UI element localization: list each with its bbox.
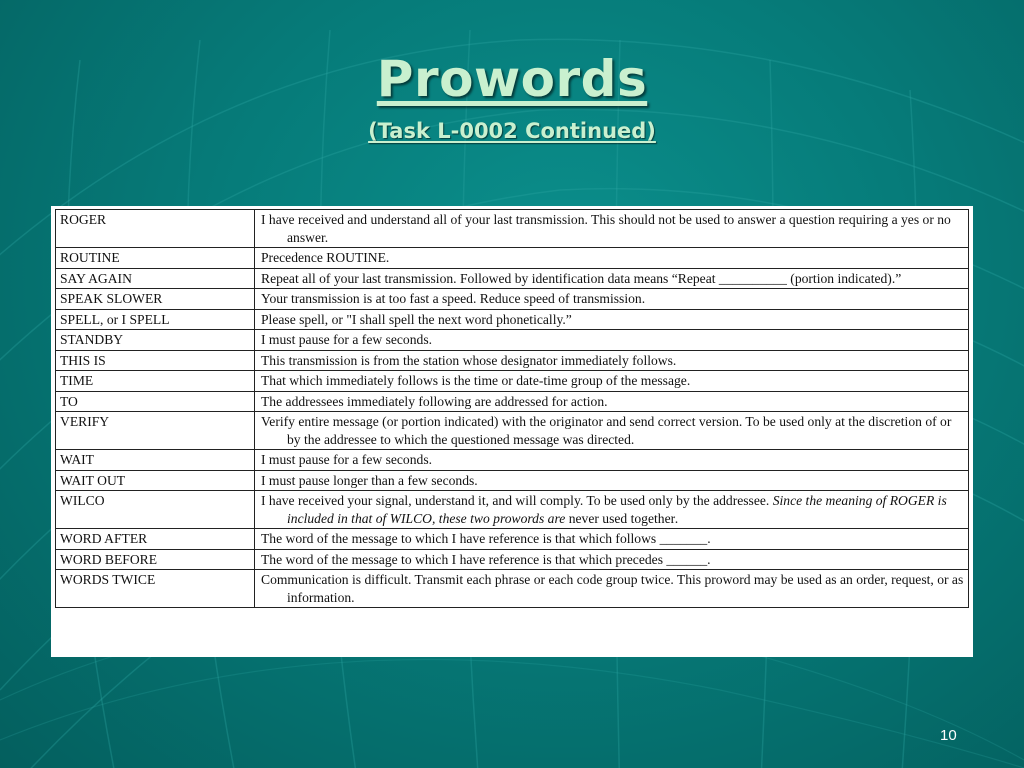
definition-note-plain: never used together [568,510,676,526]
definition-main: I must pause for a few seconds. [261,452,433,467]
definition-main: The addressees immediately following are addressed for action. [261,393,608,409]
proword-cell: ROGER [56,210,255,248]
definition-text [259,413,964,448]
table-row [56,309,969,330]
proword-cell: WORDS TWICE [56,570,255,608]
definition-cell [255,371,969,392]
table-row [56,371,969,392]
definition-text [259,211,964,246]
definition-text [259,571,964,606]
definition-main: This transmission is from the station whose designator immediately follows. [261,352,677,368]
proword-cell: WORD AFTER [56,529,255,550]
definition-main: I must pause longer than a few seconds. [261,472,478,488]
definition-text [259,372,964,390]
definition-main: The word of the message to which I have reference is that which follows _______. [261,531,711,546]
definition-cell [255,470,969,491]
definition-main: I have received and understand all of your last transmission. This should not be used to answer a question requiring a yes or no answer. [261,212,951,245]
definition-main: I must pause for a few seconds. [261,332,433,347]
definition-cell [255,309,969,330]
definition-cell [255,248,969,269]
table-row [56,570,969,608]
definition-text [259,492,964,527]
definition-cell [255,529,969,550]
proword-cell: WORD BEFORE [56,549,255,570]
definition-text [259,530,964,548]
table-row [56,391,969,412]
definition-main: Communication is difficult. Transmit each phrase or each code group twice. This proword may be used as an order, request, or as information. [261,572,964,605]
table-row [56,491,969,529]
proword-cell: THIS IS [56,350,255,371]
definition-cell [255,570,969,608]
table-row [56,210,969,248]
definition-note-italic: Since the meaning of ROGER is included in that of WILCO, these two prowords are [287,493,947,526]
definition-main: Verify entire message (or portion indicated) with the originator and send correct version. To be used only at the discretion of or by the addressee to which the questioned message was directed. [261,414,952,447]
table-row [56,248,969,269]
table-row [56,268,969,289]
definition-main: Your transmission is at too fast a speed. Reduce speed of transmission. [261,291,646,306]
definition-main: That which immediately follows is the time or date-time group of the message. [261,373,691,388]
slide-subtitle: (Task L-0002 Continued) [368,119,656,143]
definition-main: The word of the message to which I have reference is that which precedes ______. [261,551,711,567]
definition-cell [255,549,969,570]
definition-text [259,270,964,288]
slide-number: 10 [940,727,957,744]
proword-cell: WAIT OUT [56,470,255,491]
proword-cell: ROUTINE [56,248,255,269]
definition-cell [255,268,969,289]
definition-text [259,551,964,569]
table-row [56,450,969,471]
definition-cell [255,391,969,412]
table-row [56,350,969,371]
proword-cell: TO [56,391,255,412]
proword-cell: WAIT [56,450,255,471]
definition-main: Precedence ROUTINE. [261,250,390,265]
proword-cell: SPEAK SLOWER [56,289,255,310]
table-row [56,412,969,450]
proword-cell: SAY AGAIN [56,268,255,289]
definition-cell [255,491,969,529]
table-row [56,529,969,550]
definition-main: Repeat all of your last transmission. Followed by identification data means “Repeat __________ (portion indicated).” [261,270,902,286]
definition-cell [255,412,969,450]
definition-text [259,393,964,411]
definition-main: I have received your signal, understand it, and will comply. To be used only by the addressee. [261,493,773,508]
proword-cell: WILCO [56,491,255,529]
prowords-table [55,209,969,608]
table-row [56,289,969,310]
definition-cell [255,330,969,351]
definition-text [259,331,964,349]
prowords-table-panel [51,206,973,657]
table-row [56,330,969,351]
definition-cell [255,289,969,310]
definition-text [259,352,964,370]
definition-text [259,311,964,329]
definition-text [259,472,964,490]
definition-cell [255,210,969,248]
table-row [56,470,969,491]
proword-cell: TIME [56,371,255,392]
definition-text [259,249,964,267]
proword-cell: STANDBY [56,330,255,351]
proword-cell: VERIFY [56,412,255,450]
definition-note-end: . [675,510,679,526]
table-row [56,549,969,570]
proword-cell: SPELL, or I SPELL [56,309,255,330]
definition-text [259,451,964,469]
slide-title: Prowords [376,50,648,108]
definition-cell [255,450,969,471]
definition-main: Please spell, or "I shall spell the next word phonetically.” [261,311,572,327]
definition-text [259,290,964,308]
definition-cell [255,350,969,371]
